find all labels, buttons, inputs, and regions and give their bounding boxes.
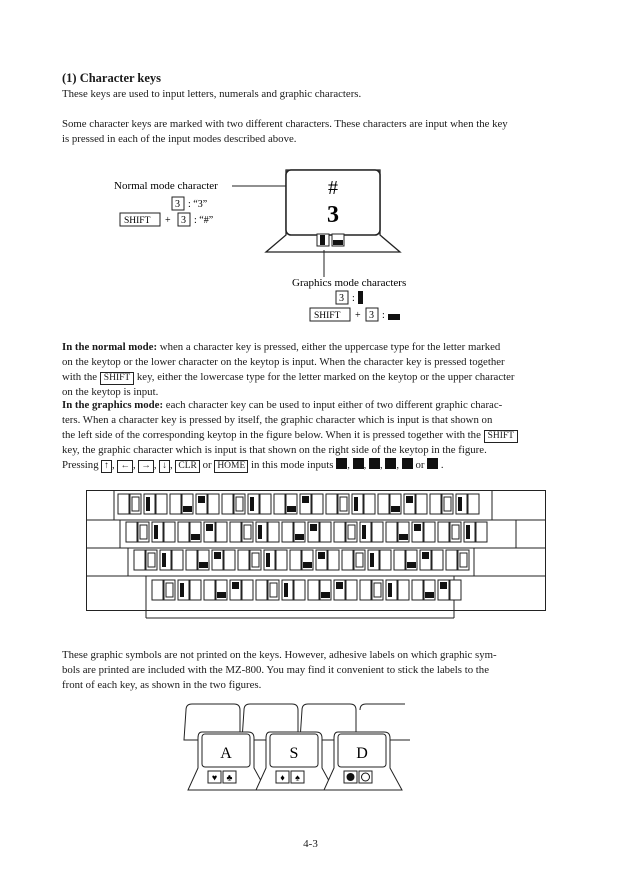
or-text: or — [202, 459, 212, 471]
mode-inputs-text: in this mode inputs — [251, 459, 334, 471]
plus-sign-2: + — [355, 310, 361, 321]
graphic-key-cell — [352, 494, 375, 514]
left-arrow-key: ← — [117, 460, 133, 473]
graphics-mode-line2: ters. When a character key is pressed by itself, the graphic character which is input is that shown on — [62, 414, 493, 426]
graphic-key-cell — [230, 580, 253, 600]
graphic-key-cell — [412, 580, 435, 600]
cursor-right-graphic-icon — [369, 458, 380, 469]
graphic-key-cell — [118, 494, 141, 514]
graphics-mode-text1: each character key can be used to input either of two different graphic charac- — [165, 399, 503, 411]
para3-line2: bols are printed are included with the MZ-800. You may find it convenient to stick the labels to the — [62, 664, 489, 676]
cursor-up-graphic-icon — [336, 458, 347, 469]
normal-mode-heading: In the normal mode: — [62, 341, 158, 353]
normal-mode-text1: when a character key is pressed, either the uppercase type for the letter marked — [159, 341, 501, 353]
shift-key-label: SHIFT — [124, 216, 151, 226]
graphic-key-cell — [134, 550, 157, 570]
normal-value-2: : “#” — [194, 215, 214, 226]
para1-line2: is pressed in each of the input modes described above. — [62, 133, 297, 145]
normal-mode-label: Normal mode character — [114, 180, 218, 192]
graphic-key-cell — [178, 522, 201, 542]
keyboard-row-1 — [118, 494, 479, 514]
clr-graphic-icon — [402, 458, 413, 469]
home-graphic-icon — [427, 458, 438, 469]
graphic-key-cell — [394, 550, 417, 570]
graphic-key-cell — [290, 550, 313, 570]
plus-sign: + — [165, 215, 171, 226]
graphic-key-cell — [152, 522, 175, 542]
graphic-key-cell — [274, 494, 297, 514]
graphic-key-cell — [404, 494, 427, 514]
graphic-key-cell — [464, 522, 487, 542]
graphic-key-cell — [378, 494, 401, 514]
down-arrow-key: ↓ — [159, 460, 170, 473]
normal-mode-text3a: with the — [62, 371, 98, 383]
graphics-keyboard-figure — [86, 490, 546, 620]
graphic-key-cell — [420, 550, 443, 570]
key-s-label: S — [289, 745, 299, 762]
graphic-key-cell — [316, 550, 339, 570]
graphics-mode-line4: key, the graphic character which is input is that shown on the right side of the keytop in the figure. — [62, 444, 487, 456]
graphic-key-cell — [222, 494, 245, 514]
keyboard-row-2 — [126, 522, 487, 542]
graphic-key-cell — [300, 494, 323, 514]
home-key: HOME — [214, 460, 248, 473]
keytop-figure — [100, 160, 460, 330]
para3-line1: These graphic symbols are not printed on the keys. However, adhesive labels on which graphic sym- — [62, 649, 497, 661]
graphic-key-cell — [178, 580, 201, 600]
graphic-key-cell — [282, 522, 305, 542]
graphic-key-cell — [412, 522, 435, 542]
graphic-key-cell — [196, 494, 219, 514]
graphics-mode-line3 — [62, 428, 518, 443]
graphics-mode-line5: Pressing ↑ , ← , → , ↓ , CLR or HOME in this mode inputs , , , , or . — [62, 459, 444, 471]
key-a-label: A — [220, 745, 232, 762]
para3-line3: front of each key, as shown in the two figures. — [62, 679, 262, 691]
graphic-key-cell — [446, 550, 469, 570]
graphic-key-cell — [430, 494, 453, 514]
key-a — [188, 732, 266, 790]
key-d — [324, 732, 402, 790]
shift-key-inline: SHIFT — [100, 372, 134, 385]
graphics-mode-heading: In the graphics mode: — [62, 399, 164, 411]
graphic-key-cell — [334, 580, 357, 600]
graphic-key-cell — [152, 580, 175, 600]
graphic-key-cell — [126, 522, 149, 542]
colon-2: : — [382, 310, 385, 321]
filled-circle-icon — [347, 773, 355, 781]
pressing-text: Pressing — [62, 459, 99, 471]
graphics-mode-text3: the left side of the corresponding keytop in the figure below. When it is pressed together with the — [62, 429, 481, 441]
shift-key-label-2: SHIFT — [314, 311, 341, 321]
graphic-key-cell — [230, 522, 253, 542]
graphic-key-cell — [386, 580, 409, 600]
graphic-key-cell — [256, 522, 279, 542]
keytop-lower: 3 — [327, 202, 339, 228]
clr-key: CLR — [175, 460, 199, 473]
graphic-key-cell — [308, 580, 331, 600]
keyboard-row-4 — [152, 580, 461, 600]
graphic-key-cell — [360, 580, 383, 600]
key-3-label: 3 — [175, 199, 180, 210]
keytop-upper: # — [328, 177, 338, 199]
graphic-key-cell — [326, 494, 349, 514]
para1-line1: Some character keys are marked with two different characters. These characters are input when the key — [62, 118, 508, 130]
graphic-key-cell — [186, 550, 209, 570]
labeled-keys-figure — [180, 700, 420, 800]
graphic-key-cell — [144, 494, 167, 514]
graphic-char-right-icon — [388, 314, 400, 320]
normal-mode-line4: on the keytop is input. — [62, 386, 159, 398]
graphics-mode-line1 — [62, 398, 502, 413]
graphic-key-cell — [360, 522, 383, 542]
graphic-key-cell — [248, 494, 271, 514]
up-arrow-key: ↑ — [101, 460, 112, 473]
graphic-key-cell — [342, 550, 365, 570]
diamond-icon: ♦ — [280, 772, 285, 783]
keyboard-row-3 — [134, 550, 469, 570]
key-d-label: D — [356, 745, 368, 762]
graphic-key-cell — [160, 550, 183, 570]
key-s — [256, 732, 334, 790]
shift-key-inline-2: SHIFT — [484, 430, 518, 443]
graphic-key-cell — [282, 580, 305, 600]
graphic-key-cell — [438, 580, 461, 600]
graphics-mode-label: Graphics mode characters — [292, 277, 407, 289]
normal-mode-line1 — [62, 340, 500, 355]
key-3-label-2: 3 — [181, 215, 186, 226]
graphic-key-cell — [438, 522, 461, 542]
graphic-key-cell — [238, 550, 261, 570]
spade-icon: ♠ — [295, 772, 300, 783]
graphic-key-cell — [308, 522, 331, 542]
intro-text: These keys are used to input letters, numerals and graphic characters. — [62, 88, 362, 100]
normal-mode-text3b: key, either the lowercase type for the letter marked on the keytop or the upper character — [136, 371, 515, 383]
graphic-key-cell — [368, 550, 391, 570]
graphic-key-cell — [264, 550, 287, 570]
or-text-2: or — [415, 459, 425, 471]
graphic-key-cell — [204, 580, 227, 600]
right-arrow-key: → — [138, 460, 154, 473]
normal-mode-line3 — [62, 370, 515, 385]
graphic-key-cell — [456, 494, 479, 514]
graphic-char-left-icon — [358, 291, 363, 304]
cursor-left-graphic-icon — [353, 458, 364, 469]
page-number: 4-3 — [303, 838, 318, 850]
colon-1: : — [352, 293, 355, 304]
graphic-key-cell — [334, 522, 357, 542]
graphic-key-cell — [204, 522, 227, 542]
graphic-key-cell — [256, 580, 279, 600]
graphic-key-cell — [170, 494, 193, 514]
graphic-key-cell — [212, 550, 235, 570]
cursor-down-graphic-icon — [385, 458, 396, 469]
normal-mode-line2: on the keytop or the lower character on the keytop is input. When the character key is pressed together — [62, 356, 505, 368]
section-title: (1) Character keys — [62, 71, 162, 85]
graphic-key-cell — [386, 522, 409, 542]
heart-icon: ♥ — [211, 772, 218, 783]
key-3-label-3: 3 — [339, 293, 344, 304]
key-3-label-4: 3 — [369, 310, 374, 321]
normal-value-1: : “3” — [188, 199, 208, 210]
club-icon: ♣ — [226, 772, 233, 783]
